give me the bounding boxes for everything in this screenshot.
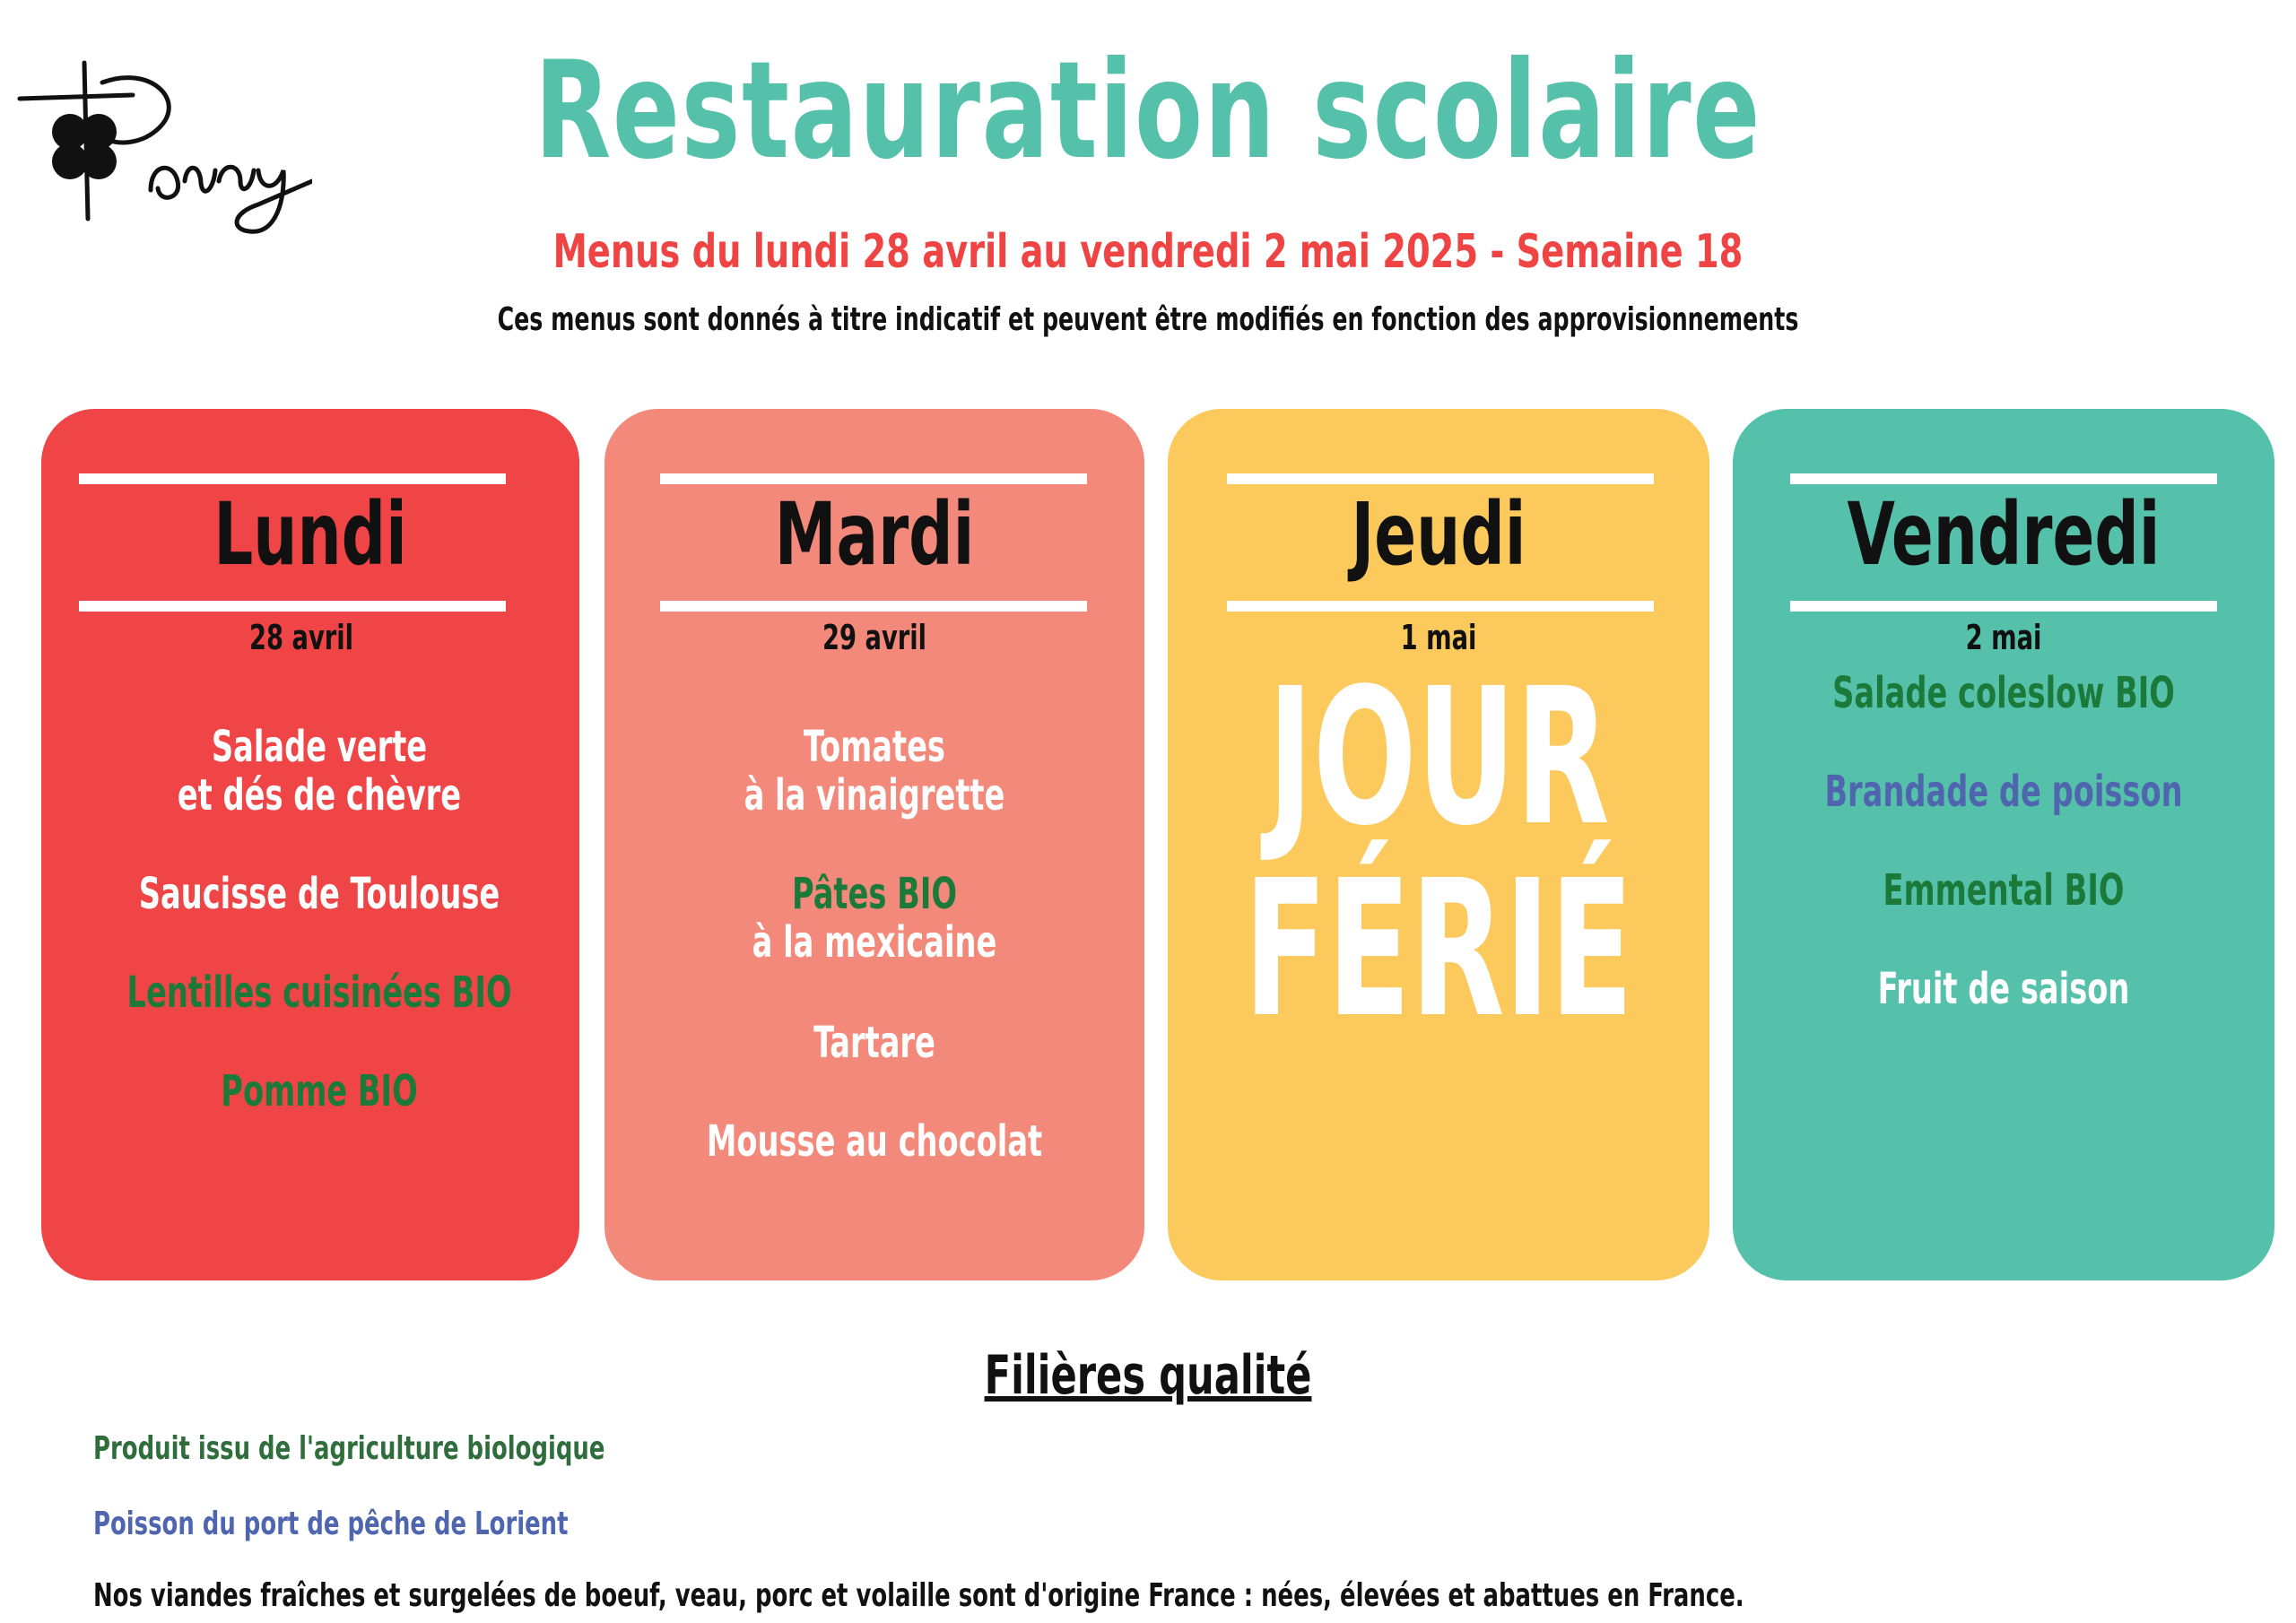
dish-dessert: Mousse au chocolat [706, 1116, 1043, 1167]
dish-main: Saucisse de Toulouse [138, 869, 500, 919]
day-card-lundi [41, 409, 579, 1280]
dish-starter: Tomates à la vinaigrette [744, 722, 1005, 820]
day-date: 2 mai [1965, 618, 2042, 657]
menu-disclaimer: Ces menus sont donnés à titre indicatif et peuvent être modifiés en fonction des approvisionnements [497, 301, 1799, 338]
dish-dessert: Fruit de saison [1877, 964, 2130, 1014]
dish-starter: Salade coleslow BIO [1832, 668, 2175, 718]
quality-section-title: Filières qualité [984, 1344, 1312, 1407]
day-date: 29 avril [822, 618, 927, 657]
legend-bio: Produit issu de l'agriculture biologique [93, 1430, 605, 1467]
day-name: Vendredi [1847, 484, 2161, 585]
dish-side: Lentilles cuisinées BIO [126, 968, 512, 1018]
holiday-label: JOUR FÉRIÉ [1243, 647, 1634, 1059]
rule-bottom [1790, 601, 2217, 612]
day-name: Lundi [213, 484, 407, 585]
dish-starter: Salade verte et dés de chèvre [177, 722, 462, 820]
day-name: Jeudi [1351, 484, 1526, 585]
rule-top [79, 473, 506, 484]
menu-week-subtitle: Menus du lundi 28 avril au vendredi 2 mai 2025 - Semaine 18 [552, 225, 1744, 279]
legend-fish: Poisson du port de pêche de Lorient [93, 1506, 569, 1542]
rule-bottom [79, 601, 506, 612]
dish-cheese: Tartare [813, 1018, 935, 1068]
dish-main: Pâtes BIO à la mexicaine [752, 869, 997, 968]
rule-bottom [1227, 601, 1654, 612]
rule-bottom [660, 601, 1087, 612]
page-title: Restauration scolaire [535, 33, 1761, 189]
rule-top [660, 473, 1087, 484]
dish-cheese: Emmental BIO [1883, 865, 2125, 916]
day-card-mardi [604, 409, 1144, 1280]
dish-main: Brandade de poisson [1824, 767, 2183, 817]
rule-top [1227, 473, 1654, 484]
legend-meat: Nos viandes fraîches et surgelées de boeuf, veau, porc et volaille sont d'origine France : nées, élevées et abattues en France. [93, 1577, 1744, 1614]
day-date: 28 avril [248, 618, 354, 657]
day-date: 1 mai [1400, 618, 1477, 657]
dish-dessert: Pomme BIO [221, 1066, 418, 1116]
day-card-vendredi [1733, 409, 2274, 1280]
day-name: Mardi [774, 484, 975, 585]
rule-top [1790, 473, 2217, 484]
day-card-jeudi [1168, 409, 1709, 1280]
